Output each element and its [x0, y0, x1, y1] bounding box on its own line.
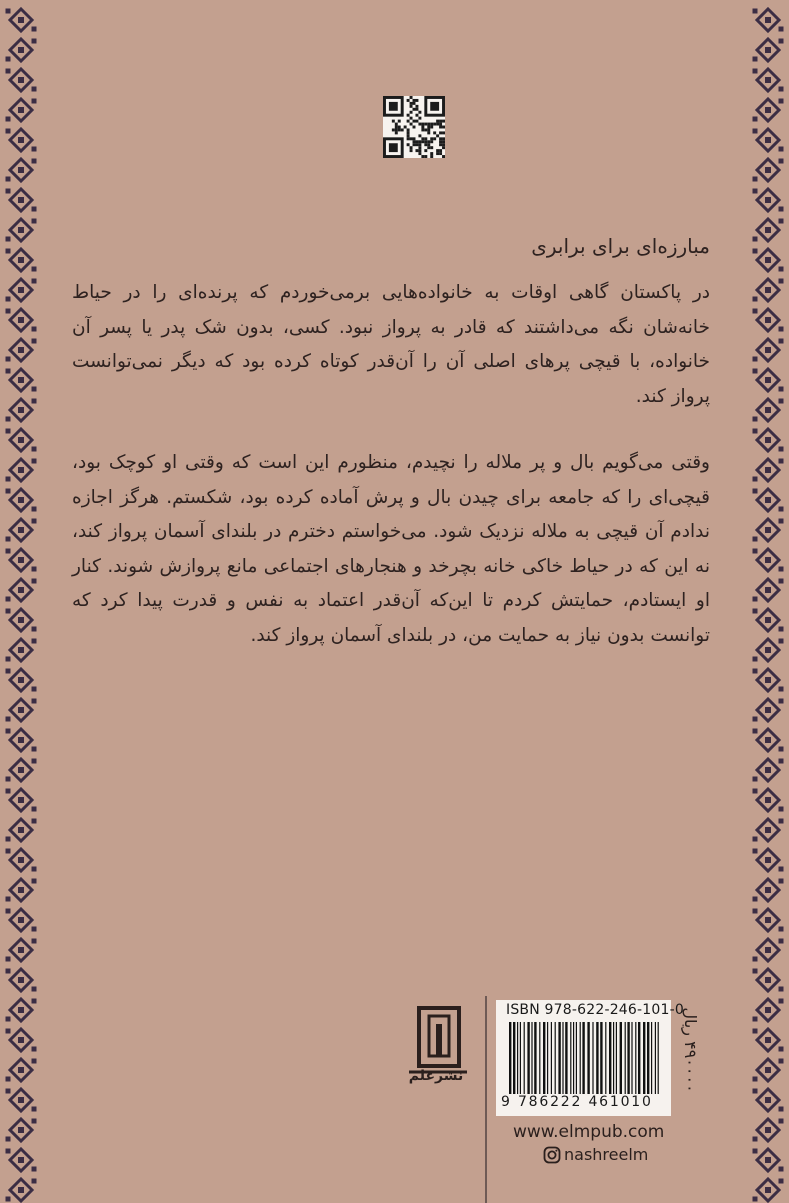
- ornament-motif: [753, 609, 784, 632]
- ornament-motif: [6, 1029, 37, 1052]
- ornament-motif: [753, 279, 784, 302]
- ornament-motif: [6, 1089, 37, 1112]
- ornament-motif: [753, 1089, 784, 1112]
- ornament-motif: [6, 489, 37, 512]
- ornament-motif: [753, 969, 784, 992]
- ornament-motif: [6, 1179, 37, 1202]
- ornament-motif: [753, 159, 784, 182]
- ornament-motif: [753, 1119, 784, 1142]
- ornament-motif: [753, 129, 784, 152]
- ornament-motif: [6, 699, 37, 722]
- ornament-motif: [753, 1149, 784, 1172]
- ornament-motif: [6, 39, 37, 62]
- ornament-motif: [753, 759, 784, 782]
- ornament-motif: [6, 369, 37, 392]
- isbn-label: ISBN 978-622-246-101-0: [506, 1002, 684, 1018]
- ornament-motif: [753, 9, 784, 32]
- ornament-motif: [753, 339, 784, 362]
- ornament-motif: [753, 729, 784, 752]
- ornament-motif: [6, 759, 37, 782]
- ornament-motif: [753, 849, 784, 872]
- ornament-motif: [6, 849, 37, 872]
- ornament-motif: [6, 819, 37, 842]
- barcode-digits: 9 786222 461010: [501, 1094, 653, 1110]
- ornament-motif: [6, 939, 37, 962]
- ornament-motif: [753, 549, 784, 572]
- ornament-motif: [753, 1059, 784, 1082]
- paragraph-2: وقتی می‌گویم بال و پر ملاله را نچیدم، منظورم این است که وقتی او کوچک بود، قیچی‌ای را که جامعه برای چیدن بال و پرش آماده کرده بود، شکستم. هرگز اجازه ندادم آن قیچی به ملاله نزدیک شود. می‌خواستم دخترم در بلندای آسمان پرواز کند، نه این که در حیاط خاکی خانه بچرخد و هنجارهای اجتماعی مانع پروازش شوند. کنار او ایستادم، حمایتش کردم تا این‌که آن‌قدر اعتماد به نفس و قدرت پیدا کرد که توانست بدون نیاز به حمایت من، در بلندای آسمان پرواز کند.: [72, 452, 710, 646]
- ornament-motif: [753, 519, 784, 542]
- ornament-motif: [6, 729, 37, 752]
- ornament-motif: [753, 939, 784, 962]
- ornament-motif: [753, 309, 784, 332]
- ornament-motif: [753, 879, 784, 902]
- ornament-motif: [753, 909, 784, 932]
- instagram-handle-row[interactable]: [543, 1145, 648, 1164]
- qr-code-icon: [383, 96, 445, 158]
- ornament-motif: [6, 1149, 37, 1172]
- instagram-handle: nashreelm: [564, 1145, 649, 1164]
- ornament-motif: [753, 399, 784, 422]
- ornament-motif: [6, 189, 37, 212]
- ornament-motif: [753, 1179, 784, 1202]
- ornament-motif: [6, 339, 37, 362]
- ornament-motif: [753, 669, 784, 692]
- section-heading: مبارزه‌ای برای برابری: [531, 234, 710, 258]
- ornament-motif: [753, 1029, 784, 1052]
- website-link[interactable]: www.elmpub.com: [513, 1122, 665, 1142]
- publisher-name: نشرعلم: [408, 1068, 464, 1084]
- ornament-motif: [6, 879, 37, 902]
- ornament-motif: [6, 129, 37, 152]
- ornament-motif: [753, 69, 784, 92]
- ornament-motif: [6, 639, 37, 662]
- ornament-motif: [6, 219, 37, 242]
- paragraph-1: در پاکستان گاهی اوقات به خانواده‌هایی برمی‌خوردم که پرنده‌ای را در حیاط خانه‌شان نگه می‌داشتند که قادر به پرواز نبود. کسی، بدون شک پدر یا پسر آن خانواده، با قیچی پرهای اصلی آن را آن‌قدر کوتاه کرده بود که دیگر نمی‌توانست پرواز کند.: [72, 282, 710, 407]
- ornament-motif: [6, 399, 37, 422]
- svg-text:۴۹۰۰۰۰ ریال: ۴۹۰۰۰۰ ریال: [681, 1007, 700, 1093]
- ornament-motif: [753, 249, 784, 272]
- ornament-motif: [753, 489, 784, 512]
- ornament-motif: [6, 1119, 37, 1142]
- instagram-icon: [543, 1146, 561, 1164]
- ornament-motif: [6, 549, 37, 572]
- ornament-motif: [6, 159, 37, 182]
- ornament-motif: [753, 429, 784, 452]
- ornament-motif: [753, 639, 784, 662]
- ornament-motif: [6, 309, 37, 332]
- ornament-motif: [6, 609, 37, 632]
- ornament-border-right: [747, 0, 789, 1203]
- ornament-motif: [753, 39, 784, 62]
- ornament-motif: [6, 69, 37, 92]
- ornament-motif: [753, 579, 784, 602]
- ornament-motif: [6, 999, 37, 1022]
- ornament-motif: [753, 99, 784, 122]
- ornament-motif: [753, 459, 784, 482]
- barcode-icon: [509, 1022, 661, 1094]
- ornament-motif: [753, 699, 784, 722]
- ornament-motif: [6, 249, 37, 272]
- ornament-motif: [6, 1059, 37, 1082]
- ornament-motif: [6, 669, 37, 692]
- ornament-motif: [753, 819, 784, 842]
- ornament-motif: [6, 99, 37, 122]
- ornament-motif: [753, 369, 784, 392]
- price-label: [673, 1000, 703, 1100]
- ornament-motif: [753, 999, 784, 1022]
- ornament-motif: [6, 519, 37, 542]
- ornament-motif: [6, 579, 37, 602]
- ornament-motif: [6, 459, 37, 482]
- ornament-motif: [6, 429, 37, 452]
- ornament-motif: [753, 789, 784, 812]
- ornament-motif: [6, 789, 37, 812]
- ornament-motif: [753, 189, 784, 212]
- ornament-motif: [6, 909, 37, 932]
- ornament-motif: [753, 219, 784, 242]
- ornament-motif: [6, 969, 37, 992]
- ornament-motif: [6, 279, 37, 302]
- ornament-motif: [6, 9, 37, 32]
- vertical-divider: [485, 996, 487, 1203]
- ornament-border-left: [0, 0, 42, 1203]
